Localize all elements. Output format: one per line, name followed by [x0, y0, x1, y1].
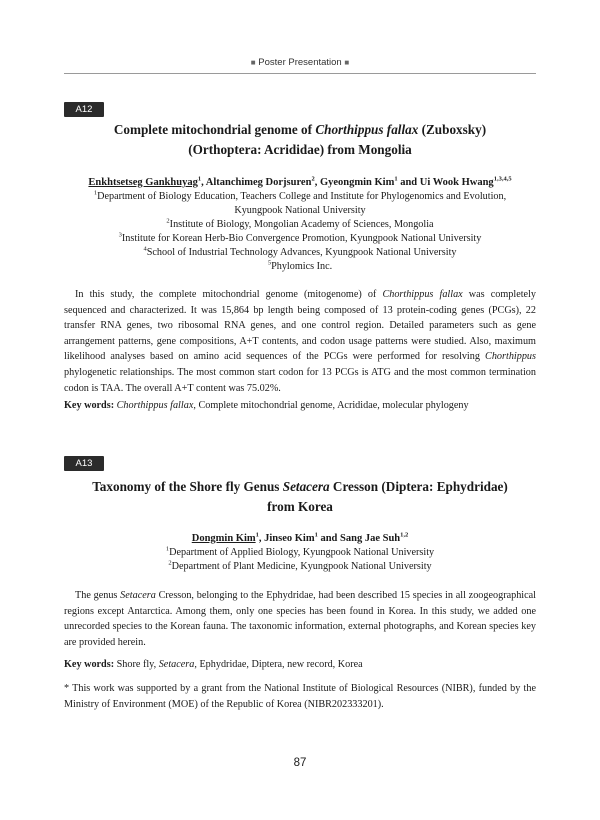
running-header-label: Poster Presentation: [258, 57, 342, 68]
title-line-2: from Korea: [267, 499, 333, 514]
abstract-body: The genus Setacera Cresson, belonging to the Ephydridae, had been described 15 species in all zoogeographical regions except Antarctica. Among them, only one species has been found in Korea. In this study, we added one unrecorded species to the Korean fauna. The taxonomic information, external photographs, and Korean species key are provided herein.: [64, 590, 536, 648]
author-sup: 1: [394, 175, 398, 183]
affiliation: $^1$Department of Applied Biology, Kyungpook National University: [165, 545, 435, 558]
author-list: Dongmin Kim$^1$, Jinseo Kim$^1$ and Sang Jae Suh$^{1,2}$: [191, 531, 409, 544]
running-header: [0, 57, 600, 68]
affiliation: $^2$Department of Plant Medicine, Kyungpook National University: [168, 559, 432, 572]
affiliation-list: [64, 546, 536, 574]
author-name: Gyeongmin Kim: [319, 177, 395, 188]
abstract-id-tag: A12: [64, 102, 104, 117]
affiliation-list: [64, 190, 536, 274]
author-sup: 1: [255, 531, 259, 539]
title-line-1: Complete mitochondrial genome of Chorthippus fallax (Zuboxsky): [113, 122, 487, 137]
author-name: Altanchimeg Dorjsuren: [205, 177, 312, 188]
author-sup: 1,3,4,5: [493, 175, 512, 183]
author-name: Jinseo Kim: [264, 533, 315, 544]
author-sup: 2: [311, 175, 315, 183]
author-list: Enkhtsetseg Gankhuyag$^1$, Altanchimeg Dorjsuren$^2$, Gyeongmin Kim$^1$ and Ui Wook Hwang$^{1,3,4,5}$: [88, 175, 512, 188]
author-name: Dongmin Kim: [191, 533, 256, 544]
affiliation: $^4$School of Industrial Technology Advances, Kyungpook National University: [143, 245, 457, 258]
keywords-label: Key words:: [64, 400, 115, 411]
keywords: Key words: Chorthippus fallax, Complete mitochondrial genome, Acrididae, molecular phylogeny: [64, 400, 469, 411]
author-name: Enkhtsetseg Gankhuyag: [88, 177, 198, 188]
author-sup: 1: [314, 531, 318, 539]
funding-footnote: * This work was supported by a grant from the National Institute of Biological Resources (NIBR), funded by the Ministry of Environment (MOE) of the Republic of Korea (NIBR202333201).: [64, 683, 536, 710]
abstract-title: [64, 477, 536, 517]
affiliation: $^2$Institute of Biology, Mongolian Academy of Sciences, Mongolia: [166, 217, 434, 230]
abstract-id-tag: A13: [64, 456, 104, 471]
keywords: Key words: Shore fly, Setacera, Ephydridae, Diptera, new record, Korea: [64, 659, 363, 670]
header-rule: [64, 73, 536, 74]
page-number: 87: [293, 757, 307, 769]
author-name: Ui Wook Hwang: [419, 177, 494, 188]
affiliation: Kyungpook National University: [234, 205, 366, 216]
abstract-body: In this study, the complete mitochondrial genome (mitogenome) of Chorthippus fallax was completely sequenced and characterized. It was 15,864 bp length being composed of 13 protein-coding genes (PCGs), 22 transfer RNA genes, two ribosomal RNA genes, and one control region. Detailed parameters such as gene arrangement patterns, gene compositions, A+T contents, and codon usage patterns were studied. Also, maximum likelihood analyses based on amino acid sequences of the PCGs were performed for resolving Chorthippus phylogenetic relationships. The most common start codon for 13 PCGs is ATG and the most common termination codon is TAA. The overall A+T content was 75.02%.: [64, 289, 536, 394]
author-sup: 1: [197, 175, 202, 183]
title-line-1: Taxonomy of the Shore fly Genus Setacera Cresson (Diptera: Ephydridae): [92, 479, 508, 494]
author-name: Sang Jae Suh: [340, 533, 401, 544]
affiliation: $^5$Phylomics Inc.: [267, 259, 333, 272]
square-bullet-icon: ■: [250, 58, 256, 67]
keywords-label: Key words:: [64, 659, 115, 670]
author-sup: 1,2: [400, 531, 409, 539]
abstract-title: [64, 120, 536, 160]
title-line-2: (Orthoptera: Acrididae) from Mongolia: [188, 142, 412, 157]
affiliation: $^3$Institute for Korean Herb-Bio Convergence Promotion, Kyungpook National University: [118, 231, 482, 244]
affiliation: $^1$Department of Biology Education, Teachers College and Institute for Phylogenomics and Evolution,: [93, 189, 507, 202]
square-bullet-icon: ■: [344, 58, 350, 67]
